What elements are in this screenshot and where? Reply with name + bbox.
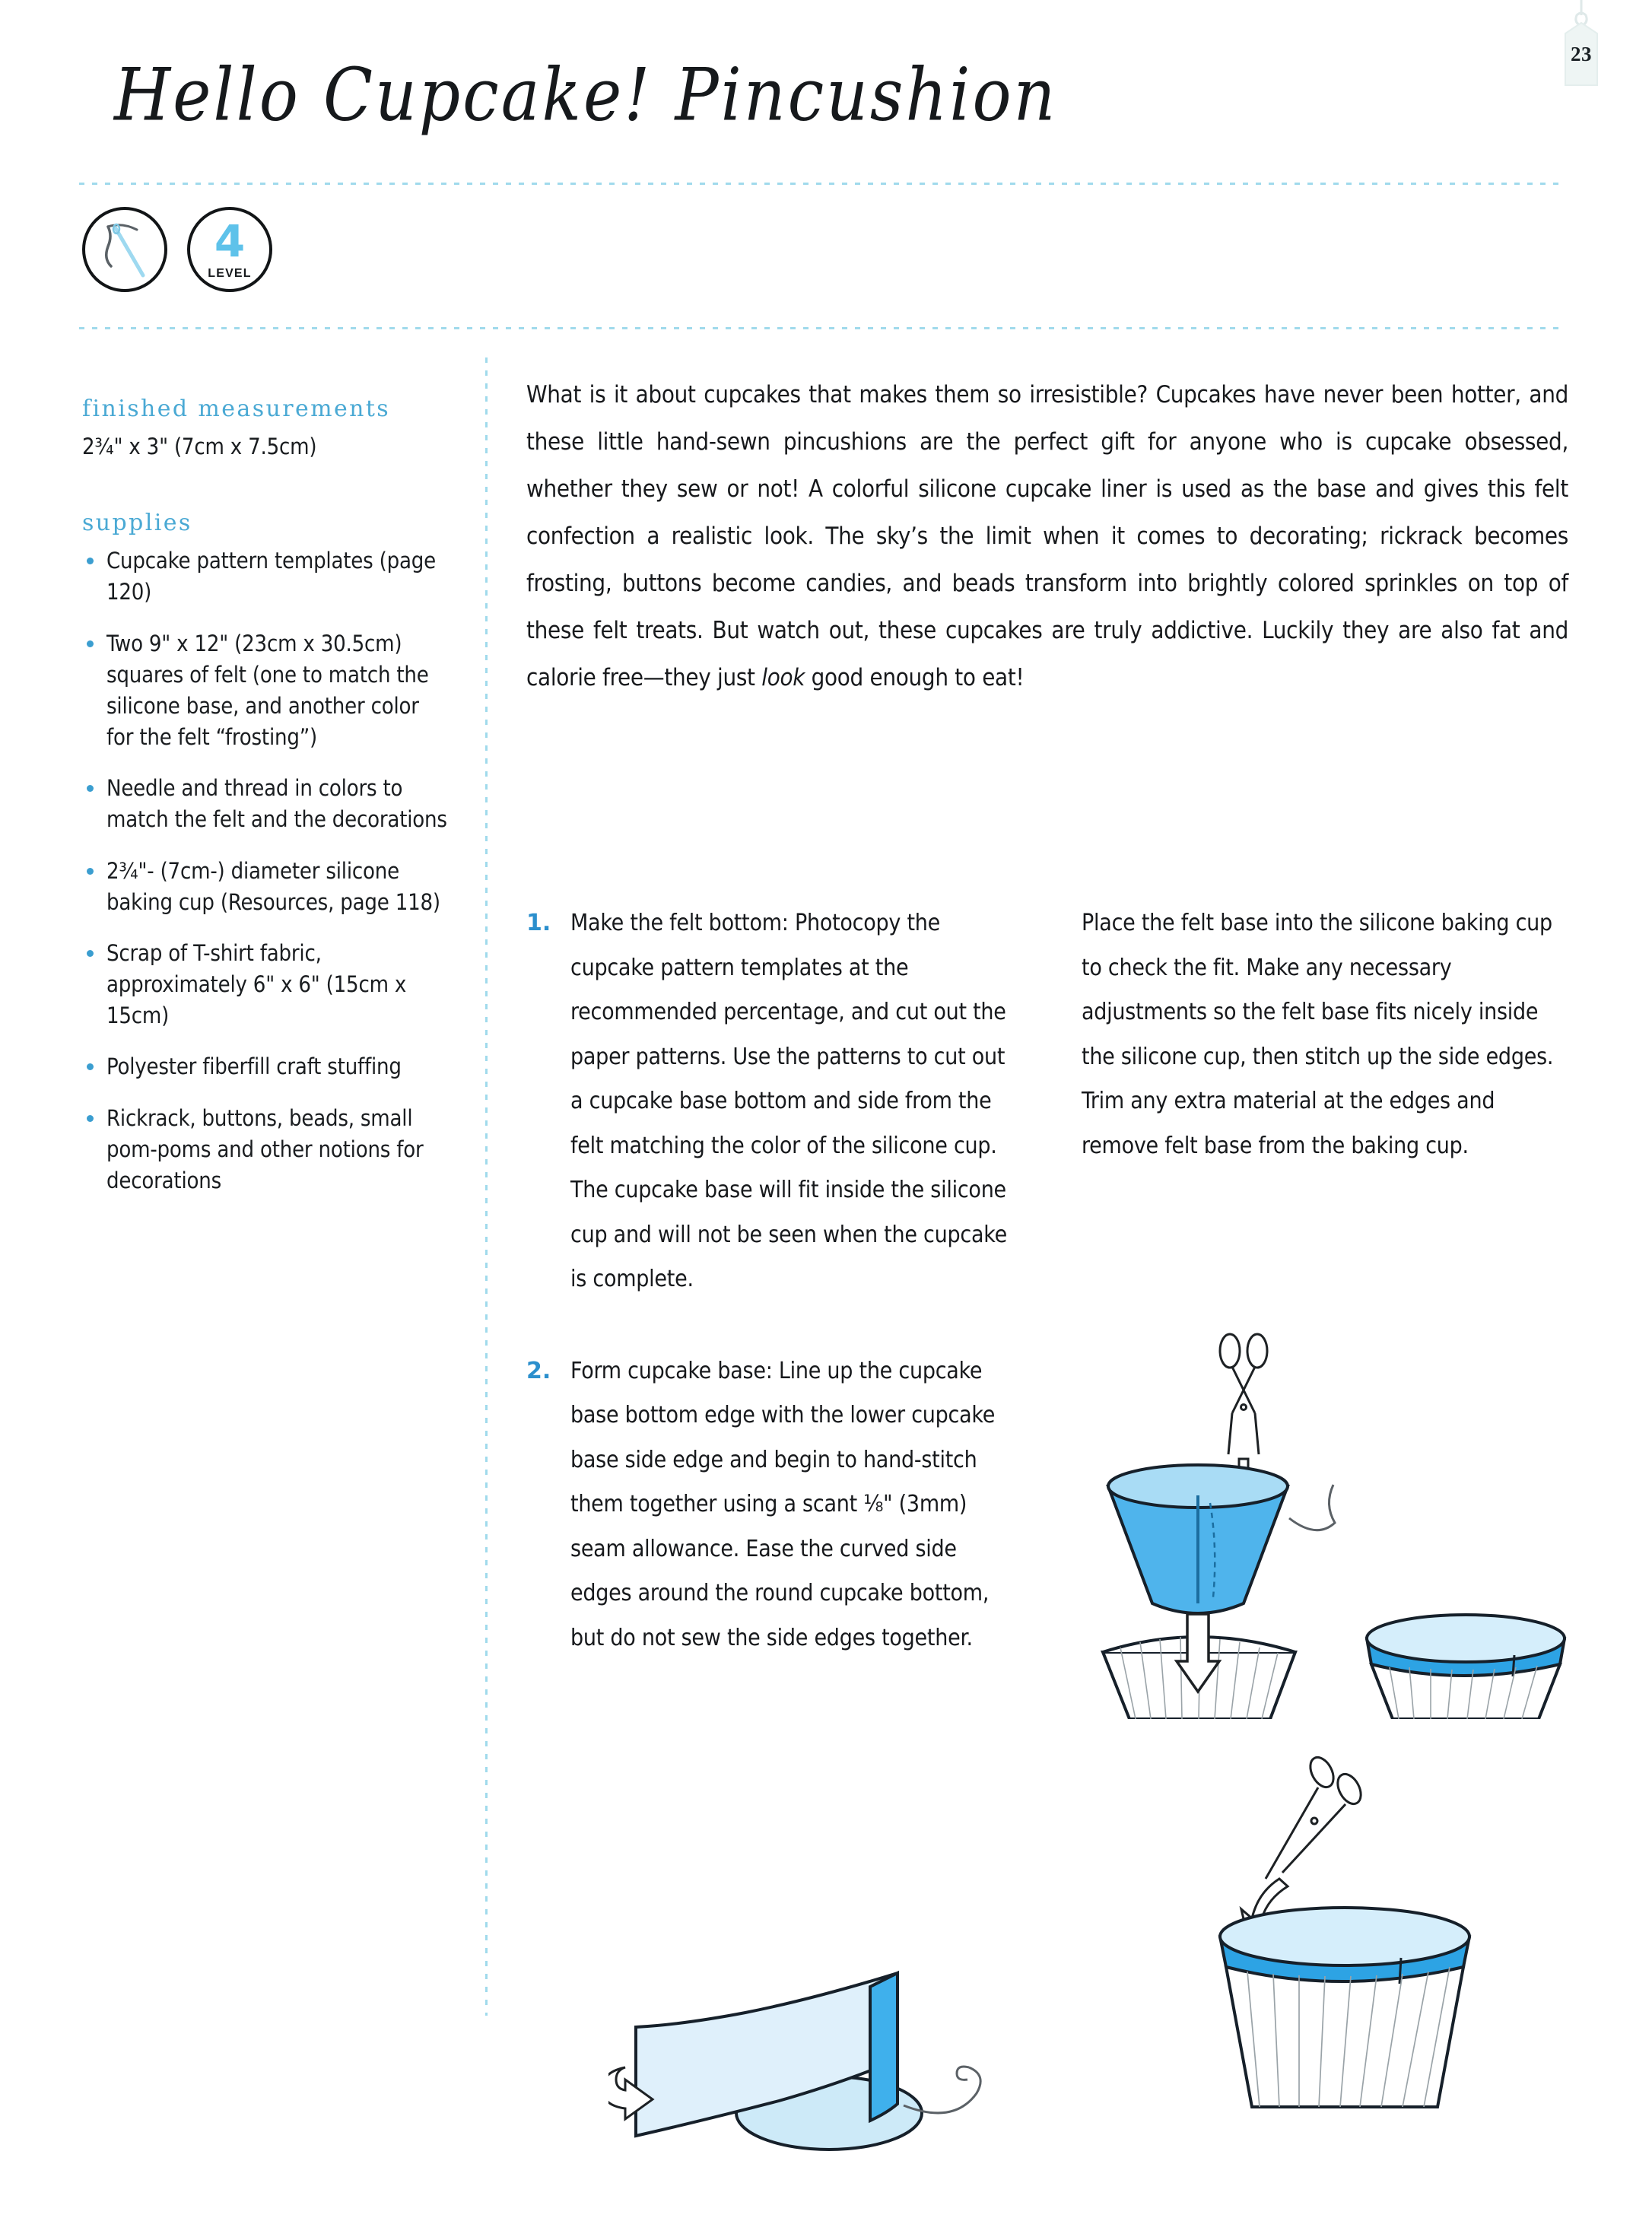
page-number-tag [1552, 0, 1611, 93]
assembled-cup [1367, 1615, 1565, 1719]
instruction-column-left [526, 901, 1021, 1708]
list-item: Rickrack, buttons, beads, small pom-poms and other notions for decorations [82, 1103, 447, 1197]
thread-line [1289, 1485, 1335, 1530]
page-number: 23 [1571, 43, 1592, 65]
needle-and-thread-icon [85, 210, 164, 289]
step-number: 1. [526, 910, 551, 936]
step-1 [526, 901, 1021, 1302]
supplies-heading: supplies [82, 510, 192, 537]
step-2 [526, 1349, 1021, 1661]
step-number: 2. [526, 1357, 551, 1384]
intro-text-part2: good enough to eat! [805, 664, 1025, 691]
felt-strip-and-circle-diagram [608, 1932, 1019, 2187]
divider-bottom [79, 327, 1566, 329]
felt-base-into-silicone-cup-diagram [1061, 1323, 1609, 1723]
trim-edges-with-scissors-diagram [1209, 1742, 1574, 2126]
list-item: Two 9" x 12" (23cm x 30.5cm) squares of felt (one to match the silicone base, and another color for the felt “frosting”) [82, 628, 447, 754]
step-text: Form cupcake base: Line up the cupcake base bottom edge with the lower cupcake base side edge and begin to hand-stitch them together using a scant ⅛" (3mm) seam allowance. Ease the curved side edges around the round cupcake bottom, but do not sew the side edges together. [570, 1357, 996, 1651]
divider-vertical [485, 357, 488, 2016]
step-text: Make the felt bottom: Photocopy the cupcake pattern templates at the recommended percentage, and cut out the paper patterns. Use the patterns to cut out a cupcake base bottom and side from the felt matching the color of the silicone cup. The cupcake base will fit inside the silicone cup and will not be seen when the cupcake is complete. [570, 910, 1007, 1292]
list-item: Scrap of T-shirt fabric, approximately 6" x 6" (15cm x 15cm) [82, 938, 447, 1032]
list-item: Polyester fiberfill craft stuffing [82, 1051, 447, 1082]
list-item: 2¾"- (7cm-) diameter silicone baking cup (Resources, page 118) [82, 856, 447, 918]
scissors-icon [1266, 1753, 1365, 1879]
technique-badge [82, 207, 167, 292]
intro-paragraph [526, 371, 1568, 701]
step-continuation-text: Place the felt base into the silicone baking cup to check the fit. Make any necessary adjustments so the felt base fits nicely inside the silicone cup, then stitch up the side edges. Trim any extra material at the edges and remove felt base from the baking cup. [1082, 910, 1554, 1159]
sidebar [82, 396, 447, 1216]
list-item: Cupcake pattern templates (page 120) [82, 545, 447, 608]
difficulty-level-badge [187, 207, 272, 292]
list-item: Needle and thread in colors to match the felt and the decorations [82, 773, 447, 835]
felt-strip-end [870, 1973, 897, 2121]
intro-text-part1: What is it about cupcakes that makes them so irresistible? Cupcakes have never been hotter, and these little hand-sewn pincushions are the perfect gift for anyone who is cupcake obsessed, whether they sew or not! A colorful silicone cupcake liner is used as the base and gives this felt confection a realistic look. The sky’s the limit when it comes to decorating; rickrack becomes frosting, buttons become candies, and beads transform into brightly colored sprinkles on top of these felt treats. But watch out, these cupcakes are truly addictive. Luckily they are also fat and calorie free—they just [526, 381, 1568, 691]
page-title: Hello Cupcake! Pincushion [114, 53, 1058, 138]
divider-top [79, 183, 1566, 185]
level-number: 4 [214, 215, 246, 267]
assembled-cup [1220, 1908, 1469, 2107]
supplies-list [82, 545, 447, 1196]
felt-cup-shape [1108, 1465, 1288, 1613]
finished-measurements-value: 2¾" x 3" (7cm x 7.5cm) [82, 434, 317, 459]
level-label: LEVEL [208, 267, 252, 280]
intro-emphasis: look [761, 664, 805, 691]
badge-group [82, 207, 272, 292]
scissors-icon [1220, 1334, 1267, 1454]
finished-measurements-heading: finished measurements [82, 396, 391, 422]
